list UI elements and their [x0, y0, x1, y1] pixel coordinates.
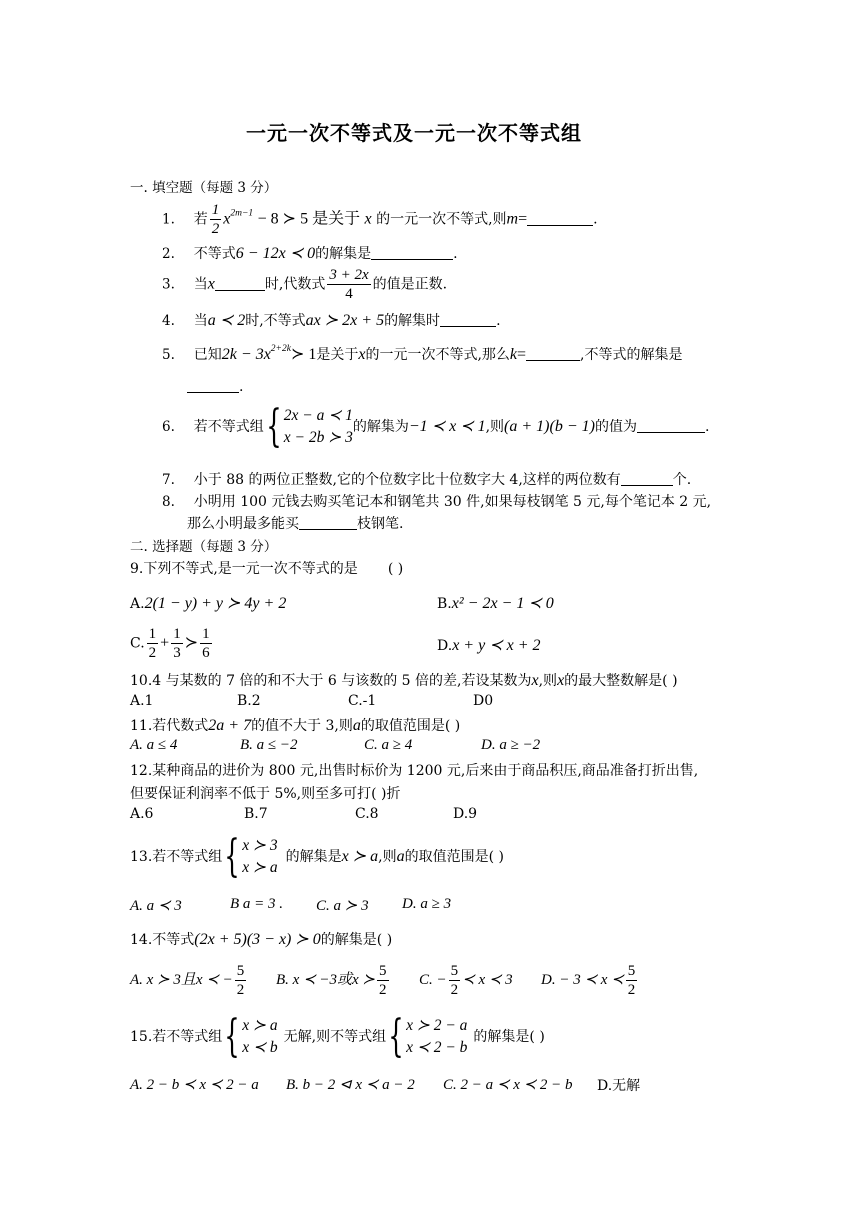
- q13-option-c[interactable]: C. a ≻ 3: [316, 898, 369, 914]
- q12-option-d[interactable]: D.9: [453, 806, 478, 822]
- q11-option-a[interactable]: A. a ≤ 4: [130, 737, 178, 753]
- q12-option-c[interactable]: C.8: [355, 806, 379, 822]
- q9-option-a[interactable]: A.2(1 − y) + y ≻ 4y + 2: [130, 595, 287, 612]
- section-choice: 二. 选择题（每题 3 分）: [130, 539, 278, 555]
- q14-option-a[interactable]: A. x ≻ 3且x ≺ − $\frac{5}{2}$: [130, 963, 245, 998]
- q14-option-b[interactable]: B. x ≺ −3或x ≻ $\frac{5}{2}$: [276, 963, 387, 998]
- q13-option-d[interactable]: D. a ≥ 3: [402, 896, 452, 912]
- q15-option-b[interactable]: B. b − 2 ⊲ x ≺ a − 2: [286, 1077, 415, 1093]
- q15-option-a[interactable]: A. 2 − b ≺ x ≺ 2 − a: [130, 1077, 259, 1093]
- q13-option-a[interactable]: A. a ≺ 3: [130, 898, 182, 914]
- q11-option-c[interactable]: C. a ≥ 4: [364, 737, 413, 753]
- q13-option-b[interactable]: B a = 3 .: [230, 896, 284, 912]
- answer-blank[interactable]: [440, 312, 496, 327]
- answer-blank[interactable]: [621, 471, 673, 486]
- q11-option-d[interactable]: D. a ≥ −2: [481, 737, 541, 753]
- q14-option-d[interactable]: D. − 3 ≺ x ≺ $\frac{5}{2}$: [541, 963, 636, 998]
- question-8-cont: 那么小明最多能买 枝钢笔.: [187, 516, 404, 532]
- question-4: 4. 当a ≺ 2时,不等式ax ≻ 2x + 5的解集时 .: [162, 312, 501, 329]
- q12-option-a[interactable]: A.6: [130, 806, 154, 822]
- question-1: 1. 若 $\frac{1}{2}$ $x^{2m-1} - 8$ ≻ 5 是关于 x 的一元一次不等式,则m= .: [162, 202, 598, 237]
- question-12: 12.某种商品的进价为 800 元,出售时标价为 1200 元,后来由于商品积压,商品准备打折出售,: [130, 763, 699, 779]
- question-8: 8. 小明用 100 元钱去购买笔记本和钢笔共 30 件,如果每枝钢笔 5 元,每个笔记本 2 元,: [162, 494, 712, 510]
- q10-option-c[interactable]: C.-1: [348, 693, 377, 709]
- q10-option-a[interactable]: A.1: [130, 693, 154, 709]
- q10-option-b[interactable]: B.2: [237, 693, 261, 709]
- q12-option-b[interactable]: B.7: [244, 806, 268, 822]
- question-3: 3. 当x 时,代数式 $\frac{3 + 2x}{4}$ 的值是正数.: [162, 267, 448, 302]
- question-14: 14.不等式(2x + 5)(3 − x) ≻ 0的解集是( ): [130, 931, 393, 948]
- q14-option-c[interactable]: C. − $\frac{5}{2}$ ≺ x ≺ 3: [419, 963, 513, 998]
- question-11: 11.若代数式2a + 7的值不大于 3,则a的取值范围是( ): [130, 717, 461, 734]
- answer-blank[interactable]: [637, 418, 705, 433]
- q11-option-b[interactable]: B. a ≤ −2: [240, 737, 298, 753]
- question-9: 9.下列不等式,是一元一次不等式的是 ( ): [130, 561, 404, 577]
- question-15: 15.若不等式组{ x ≻ a x ≺ b 无解,则不等式组{ x ≻ 2 − a x ≺ 2 − b 的解集是( ): [130, 1011, 545, 1062]
- brace: {: [266, 401, 282, 452]
- q9-option-d[interactable]: D.x + y ≺ x + 2: [437, 637, 541, 654]
- question-7: 7. 小于 88 的两位正整数,它的个位数字比十位数字大 4,这样的两位数有 个.: [162, 472, 692, 488]
- question-2: 2. 不等式6 − 12x ≺ 0的解集是 .: [162, 245, 458, 262]
- q15-option-d[interactable]: D.无解: [597, 1078, 641, 1094]
- q9-option-b[interactable]: B.x² − 2x − 1 ≺ 0: [437, 595, 554, 612]
- q15-option-c[interactable]: C. 2 − a ≺ x ≺ 2 − b: [443, 1077, 573, 1093]
- q10-option-d[interactable]: D0: [473, 693, 494, 709]
- answer-blank[interactable]: [215, 276, 265, 291]
- answer-blank[interactable]: [371, 245, 453, 260]
- answer-blank[interactable]: [187, 378, 239, 393]
- answer-blank[interactable]: [526, 346, 580, 361]
- answer-blank[interactable]: [527, 211, 593, 226]
- answer-blank[interactable]: [299, 515, 357, 530]
- q9-option-c[interactable]: C. $\frac{1}{2}$ + $\frac{1}{3}$ ≻ $\frac{1}{6}$: [130, 626, 210, 661]
- question-12-cont: 但要保证利润率不低于 5%,则至多可打( )折: [130, 786, 401, 802]
- question-6: 6. 若不等式组{ 2x − a ≺ 1 x − 2b ≻ 3 的解集为−1 ≺ x ≺ 1,则(a + 1)(b − 1)的值为 .: [162, 401, 710, 452]
- page-title: 一元一次不等式及一元一次不等式组: [246, 121, 582, 145]
- question-10: 10.4 与某数的 7 倍的和不大于 6 与该数的 5 倍的差,若设某数为x,则x的最大整数解是( ): [130, 672, 678, 689]
- question-13: 13.若不等式组{ x ≻ 3 x ≻ a 的解集是x ≻ a,则a的取值范围是( ): [130, 831, 504, 882]
- question-5: 5. 已知$2k - 3x^{2+2k}≻$ 1是关于x的一元一次不等式,那么k= ,不等式的解集是: [162, 344, 683, 363]
- section-fill-in: 一. 填空题（每题 3 分）: [130, 180, 278, 196]
- question-5-cont: .: [187, 378, 243, 395]
